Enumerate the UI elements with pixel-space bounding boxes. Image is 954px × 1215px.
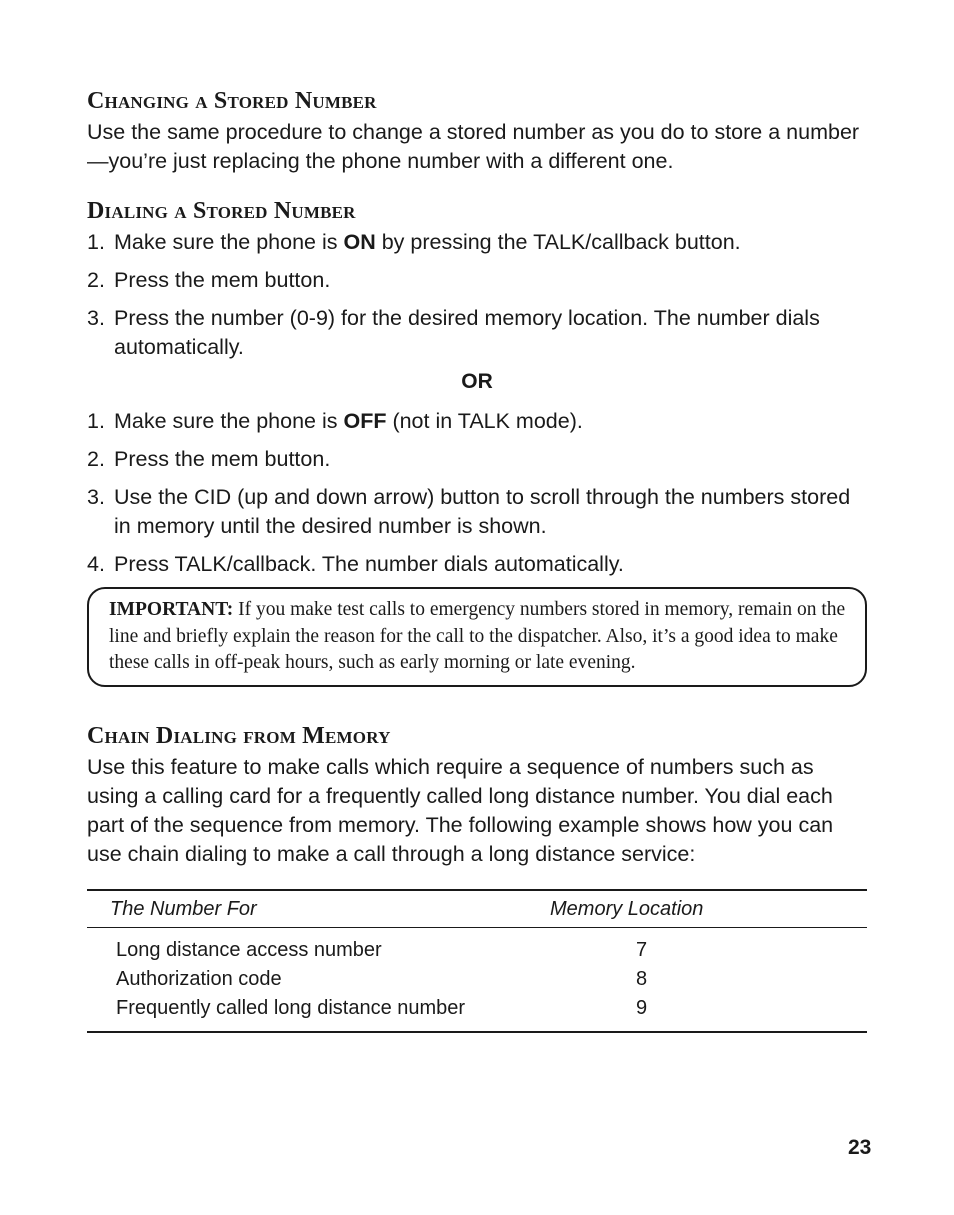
- section-body-changing: Use the same procedure to change a stored number as you do to store a number—you’re just replacing the phone number with a different one.: [87, 120, 860, 173]
- step-text: Press the mem button.: [114, 447, 331, 471]
- list-item: [87, 228, 867, 257]
- list-item: [87, 407, 867, 436]
- step-number: 3.: [87, 306, 105, 330]
- table-row: [87, 965, 867, 994]
- list-item: [87, 550, 867, 579]
- section-body-chain: Use this feature to make calls which require a sequence of numbers such as using a calling card for a frequently called long distance number. You dial each part of the sequence from memory. The following example shows how you can use chain dialing to make a call through a long distance service:: [87, 755, 834, 866]
- step-number: 1.: [87, 230, 105, 254]
- table-cell-label: Frequently called long distance number: [116, 997, 466, 1019]
- table-body: [87, 928, 867, 1031]
- step-number: 1.: [87, 409, 105, 433]
- memory-location-table: [87, 889, 867, 1033]
- section-heading-chain: Chain Dialing from Memory: [87, 723, 391, 749]
- list-item: [87, 483, 867, 541]
- column-header-number-for: The Number For: [110, 897, 257, 920]
- step-text: Press TALK/callback. The number dials automatically.: [114, 552, 624, 576]
- steps-list-b: [87, 407, 867, 579]
- list-item: [87, 304, 867, 362]
- important-text: If you make test calls to emergency numbers stored in memory, remain on the line and briefly explain the reason for the call to the dispatcher. Also, it’s a good idea to make these calls in off-peak hours, such as early morning or late evening.: [109, 599, 846, 673]
- table-row: [87, 994, 867, 1023]
- table-cell-label: Long distance access number: [116, 939, 382, 961]
- important-label: IMPORTANT:: [109, 599, 234, 620]
- table-cell-location: 7: [636, 939, 648, 961]
- step-number: 2.: [87, 447, 105, 471]
- step-text: Use the CID (up and down arrow) button to scroll through the numbers stored in memory until the desired number is shown.: [114, 485, 851, 538]
- step-number: 2.: [87, 268, 105, 292]
- step-number: 3.: [87, 485, 105, 509]
- table-header: [87, 891, 867, 928]
- step-text-pre: Make sure the phone is: [114, 230, 344, 254]
- table-row: [87, 936, 867, 965]
- steps-list-a: [87, 228, 867, 362]
- column-header-memory-location: Memory Location: [550, 897, 704, 920]
- important-notice-box: [87, 587, 867, 687]
- step-text-pre: Make sure the phone is: [114, 409, 344, 433]
- step-text-bold: ON: [343, 230, 376, 254]
- step-text: [114, 228, 867, 257]
- step-number: 4.: [87, 552, 105, 576]
- list-item: [87, 266, 867, 295]
- section-heading-dialing: Dialing a Stored Number: [87, 198, 356, 224]
- step-text: Press the mem button.: [114, 268, 331, 292]
- step-text: Press the number (0-9) for the desired memory location. The number dials automatically.: [114, 306, 820, 359]
- table-cell-location: 9: [636, 997, 648, 1019]
- page-number: 23: [848, 1136, 872, 1159]
- table-cell-label: Authorization code: [116, 968, 282, 990]
- or-divider: OR: [461, 370, 493, 393]
- step-text-post: (not in TALK mode).: [386, 409, 583, 433]
- section-heading-changing: Changing a Stored Number: [87, 88, 377, 114]
- step-text-post: by pressing the TALK/callback button.: [375, 230, 741, 254]
- table-cell-location: 8: [636, 968, 648, 990]
- list-item: [87, 445, 867, 474]
- step-text-bold: OFF: [343, 409, 387, 433]
- step-text: [114, 407, 867, 436]
